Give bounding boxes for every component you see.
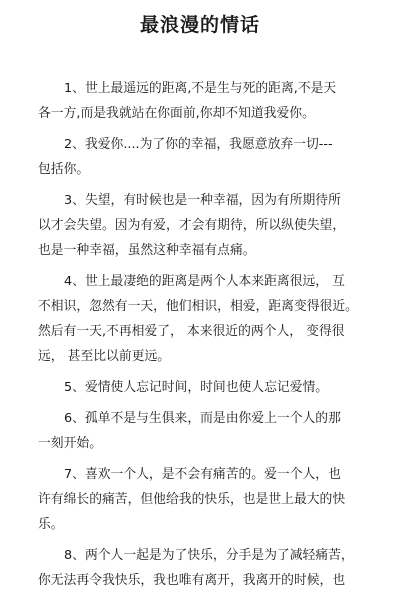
paragraph-line: 乐。: [38, 517, 64, 532]
paragraph-line: 5、爱情使人忘记时间，时间也使人忘记爱情。: [64, 380, 329, 395]
paragraph-line: 4、世上最凄绝的距离是两个人本来距离很远， 互: [64, 274, 345, 289]
paragraph-line: 6、孤单不是与生俱来，而是由你爱上一个人的那: [64, 411, 341, 426]
paragraph-line: 许有绵长的痛苦，但他给我的快乐，也是世上最大的快: [38, 492, 346, 507]
paragraph: [38, 188, 366, 263]
paragraph: [38, 269, 366, 369]
document-body: [38, 76, 366, 599]
paragraph-line: 各一方,而是我就站在你面前,你却不知道我爱你。: [38, 106, 315, 121]
paragraph-line: 不相识，忽然有一天，他们相识，相爱，距离变得很近。: [38, 299, 358, 314]
paragraph: [38, 375, 366, 400]
paragraph: [38, 76, 366, 126]
paragraph-line: 以才会失望。因为有爱，才会有期待，所以纵使失望，: [38, 218, 346, 233]
paragraph-line: 2、我爱你....为了你的幸福，我愿意放弃一切---: [64, 137, 333, 152]
paragraph-line: 一刻开始。: [38, 436, 102, 451]
paragraph: [38, 406, 366, 456]
paragraph-line: 远， 甚至比以前更远。: [38, 349, 171, 364]
paragraph-line: 然后有一天,不再相爱了， 本来很近的两个人， 变得很: [38, 324, 345, 339]
document-title: 最浪漫的情话: [139, 14, 260, 36]
paragraph-line: 也是一种幸福，虽然这种幸福有点痛。: [38, 243, 256, 258]
paragraph-line: 8、两个人一起是为了快乐，分手是为了减轻痛苦，: [64, 548, 354, 563]
paragraph-line: 7、喜欢一个人，是不会有痛苦的。爱一个人，也: [64, 467, 341, 482]
paragraph-line: 1、世上最遥远的距离,不是生与死的距离,不是天: [64, 81, 337, 96]
paragraph: [38, 543, 366, 593]
paragraph-line: 包括你。: [38, 162, 90, 177]
paragraph-line: 3、失望，有时候也是一种幸福，因为有所期待所: [64, 193, 341, 208]
paragraph: [38, 462, 366, 537]
paragraph: [38, 132, 366, 182]
paragraph-line: 你无法再令我快乐，我也唯有离开，我离开的时候，也: [38, 573, 346, 588]
